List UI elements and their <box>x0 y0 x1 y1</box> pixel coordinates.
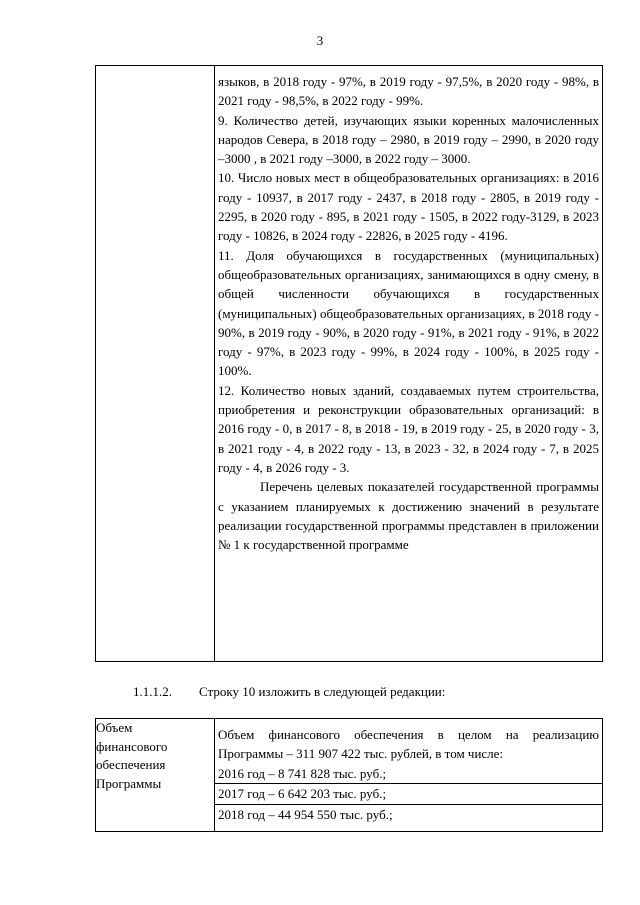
indicator-12: 12. Количество новых зданий, создаваемых путем строительства, приобретения и реконструкции образовательных организаций: в 2016 году - 0, в 2017 - 8, в 2018 - 19, в 2019 году - 25, в 2020 году - 3, в 2021 году - 4, в 2022 году - 13, в 2023 - 32, в 2024 году - 7, в 2025 году - 4, в 2026 году - 3. <box>218 382 599 475</box>
empty-label-cell <box>96 66 215 662</box>
indicator-11: 11. Доля обучающихся в государственных (муниципальных) общеобразовательных организациях, занимающихся в одну смену, в общей численности обучающихся в государственных (муниципальных) общеобразовательных организациях, в 2018 году - 90%, в 2019 году - 90%, в 2020 году - 91%, в 2021 году - 91%, в 2022 году - 97%, в 2023 году - 99%, в 2024 году - 100%, в 2025 году - 100%. <box>218 247 599 379</box>
instruction-number: 1.1.1.2. <box>133 684 172 699</box>
passport-table-continued <box>95 65 603 662</box>
funding-total: Объем финансового обеспечения в целом на реализацию Программы – 311 907 422 тыс. рублей, в том числе: <box>218 727 599 762</box>
indicator-9: 9. Количество детей, изучающих языки коренных малочисленных народов Севера, в 2018 году – 2980, в 2019 году – 2990, в 2020 году –3000 , в 2021 году –3000, в 2022 году – 3000. <box>218 112 599 167</box>
instruction-text: Строку 10 изложить в следующей редакции: <box>199 684 446 699</box>
funding-content-cell <box>215 719 603 832</box>
indicator-8-tail: языков, в 2018 году - 97%, в 2019 году - 97,5%, в 2020 году - 98%, в 2021 году - 98,5%, в 2022 году - 99%. <box>218 74 599 109</box>
funding-table <box>95 718 603 832</box>
funding-label-cell <box>96 719 215 832</box>
indicators-list-note: Перечень целевых показателей государственной программы с указанием планируемых к достижению значений в результате реализации государственной программы представлен в приложении № 1 к государственной программе <box>218 479 599 553</box>
funding-year-2016: 2016 год – 8 741 828 тыс. руб.; <box>218 765 387 781</box>
page-number: 3 <box>316 33 324 48</box>
funding-label-line: Программы <box>96 775 162 791</box>
indicators-cell <box>215 66 603 662</box>
funding-year-2017: 2017 год – 6 642 203 тыс. руб.; <box>215 783 602 804</box>
funding-label-line: Объем <box>96 720 133 735</box>
indicator-10: 10. Число новых мест в общеобразовательных организациях: в 2016 году - 10937, в 2017 году - 2437, в 2018 году - 2805, в 2019 году - 2295, в 2020 году - 895, в 2021 году - 1505, в 2022 году-3129, в 2023 году - 10826, в 2024 году - 22826, в 2025 году - 4196. <box>218 170 599 244</box>
funding-label-line: финансового <box>96 738 168 754</box>
funding-year-2018: 2018 год – 44 954 550 тыс. руб.; <box>215 804 602 825</box>
amendment-instruction <box>133 684 445 700</box>
funding-label-line: обеспечения <box>96 757 166 772</box>
